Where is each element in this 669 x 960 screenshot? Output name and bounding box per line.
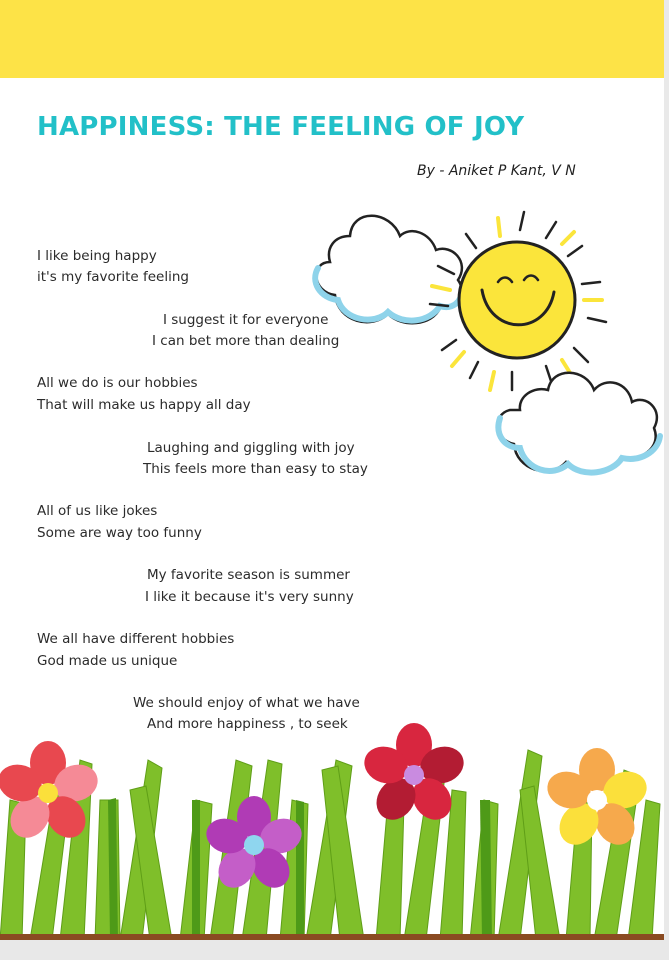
stanza-7-line-2: God made us unique <box>37 653 178 669</box>
stanza-3-line-2: That will make us happy all day <box>37 397 251 413</box>
page-edge <box>664 0 669 960</box>
stanza-7-line-1: We all have different hobbies <box>37 631 235 647</box>
flower-icon <box>543 748 652 852</box>
stanza-6-line-2: I like it because it's very sunny <box>145 589 354 605</box>
stanza-4-line-2: This feels more than easy to stay <box>143 461 368 477</box>
stanza-1-line-1: I like being happy <box>37 248 157 264</box>
stanza-6-line-1: My favorite season is summer <box>147 567 350 583</box>
stanza-8-line-1: We should enjoy of what we have <box>133 695 360 711</box>
stanza-3-line-1: All we do is our hobbies <box>37 375 198 391</box>
stanza-1-line-2: it's my favorite feeling <box>37 269 189 285</box>
poem-title: HAPPINESS: THE FEELING OF JOY <box>37 112 525 142</box>
stanza-2-line-2: I can bet more than dealing <box>152 333 340 349</box>
stanza-4-line-1: Laughing and giggling with joy <box>147 440 355 456</box>
stanza-5-line-2: Some are way too funny <box>37 525 202 541</box>
stanza-5-line-1: All of us like jokes <box>37 503 158 519</box>
stanza-2-line-1: I suggest it for everyone <box>163 312 329 328</box>
page-bottom-margin <box>0 940 669 960</box>
poem-author: By - Aniket P Kant, V N <box>417 163 576 179</box>
stanza-8-line-2: And more happiness , to seek <box>147 716 348 732</box>
